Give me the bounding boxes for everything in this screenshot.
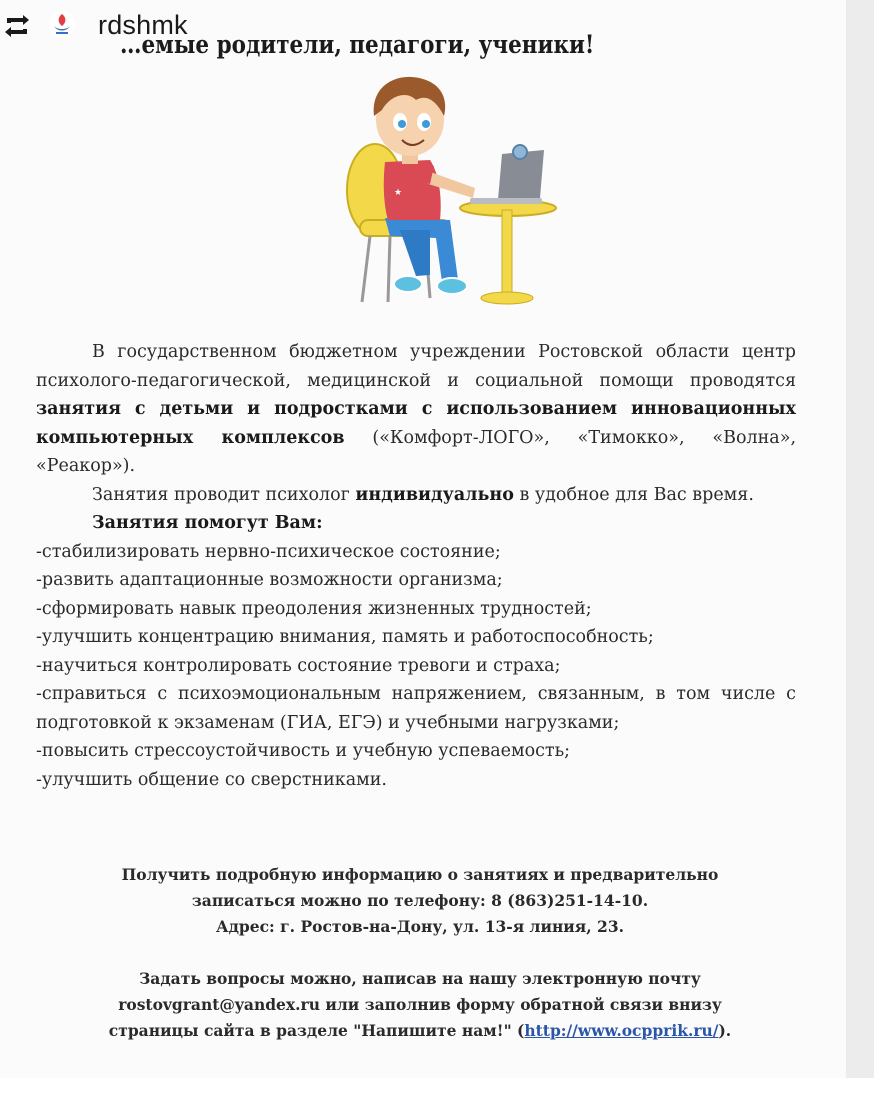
benefit-item: -улучшить концентрацию внимания, память и работоспособность; [36,627,654,647]
contact-info [60,862,780,940]
benefit-item: -сформировать навык преодоления жизненных трудностей; [36,598,592,619]
benefit-item: -повысить стрессоустойчивость и учебную успеваемость; [36,741,571,761]
individual-text-bold: индивидуально [355,484,514,505]
page-title: …емые родители, педагоги, ученики! [120,30,595,59]
phone-line: записаться можно по телефону: 8 (863)251-14-10. [191,891,649,910]
benefit-item: -развить адаптационные возможности организма; [36,570,503,590]
boy-at-computer-illustration [330,70,560,310]
benefit-item: -научиться контролировать состояние тревоги и страха; [36,655,561,676]
website-link[interactable]: http://www.ocpprik.ru/ [524,1021,719,1040]
right-margin-strip [846,0,874,1078]
individual-paragraph [36,481,796,510]
contact-line: Получить подробную информацию о занятиях и предварительно [121,865,719,884]
website-text: страницы сайта в разделе "Напишите нам!" ( [108,1021,525,1040]
website-text-end: ). [718,1021,732,1040]
intro-text-a: В государственном бюджетном учреждении Ростовской области центр психолого-педагогической, медицинской и социальной помощи проводятся [36,342,796,391]
individual-text-b: в удобное для Вас время. [513,484,754,505]
email-address-line: rostovgrant@yandex.ru или заполнив форму обратной связи внизу [118,995,722,1014]
bottom-margin-strip [0,1078,874,1093]
email-line: Задать вопросы можно, написав на нашу электронную почту [139,969,701,988]
main-text [36,338,796,794]
individual-text-a: Занятия проводит психолог [92,484,356,505]
intro-text-bold: занятия с детьми и подростками с использованием инновационных компьютерных комплексов [36,399,796,448]
benefit-item: -улучшить общение со сверстниками. [36,769,387,790]
website-line [40,1018,800,1044]
benefit-item: -стабилизировать нервно-психическое состояние; [36,541,501,562]
benefits-heading: Занятия помогут Вам: [92,513,323,533]
username[interactable]: rdshmk [98,10,188,40]
repost-icon[interactable] [4,14,30,38]
intro-text-b: («Комфорт-ЛОГО», «Тимокко», «Волна», «Реакор»). [36,427,797,476]
avatar[interactable] [48,10,76,38]
address-line: Адрес: г. Ростов-на-Дону, ул. 13-я линия, 23. [215,917,625,936]
intro-paragraph [36,338,796,481]
svg-text:★: ★ [394,188,403,198]
email-info [40,966,800,1044]
benefit-item: -справиться с психоэмоциональным напряжением, связанным, в том числе с подготовкой к экзаменам (ГИА, ЕГЭ) и учебными нагрузками; [36,684,796,733]
